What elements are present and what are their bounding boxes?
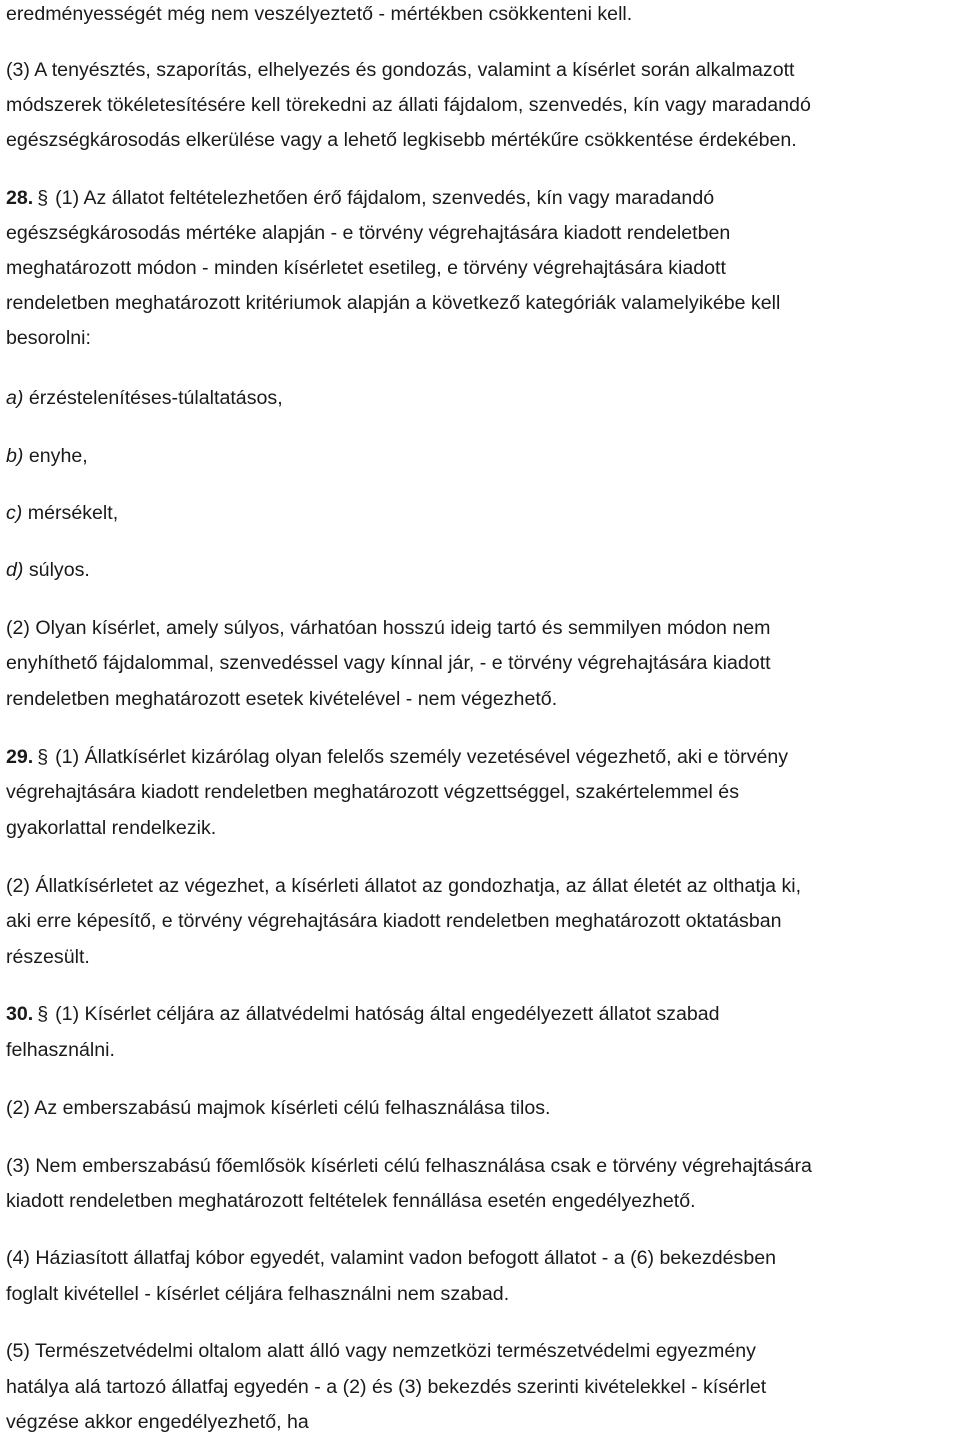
text-line: foglalt kivétellel - kísérlet céljára felhasználni nem szabad. — [6, 1283, 510, 1305]
paragraph-text: (1) Kísérlet céljára az állatvédelmi hatóság által engedélyezett állatot szabad — [55, 1003, 720, 1025]
text-line: gyakorlattal rendelkezik. — [6, 817, 217, 839]
section-sign: § — [37, 746, 49, 768]
text-line: (2) Állatkísérletet az végezhet, a kísérleti állatot az gondozhatja, az állat életét az olthatja ki, — [6, 875, 802, 897]
list-item-text: súlyos. — [23, 559, 90, 581]
text-line: (3) Nem emberszabású főemlősök kísérleti célú felhasználása csak e törvény végrehajtására — [6, 1155, 812, 1177]
text-line: (4) Háziasított állatfaj kóbor egyedét, valamint vadon befogott állatot - a (6) bekezdésben — [6, 1247, 777, 1269]
list-item-text: érzéstelenítéses-túlaltatásos, — [23, 387, 283, 409]
text-line: eredményességét még nem veszélyeztető - mértékben csökkenteni kell. — [6, 3, 633, 25]
text-line: módszerek tökéletesítésére kell törekedni az állati fájdalom, szenvedés, kín vagy maradandó — [6, 94, 811, 116]
text-line: aki erre képesítő, e törvény végrehajtására kiadott rendeletben meghatározott oktatásban — [6, 910, 782, 932]
list-item — [6, 500, 950, 526]
text-line: rendeletben meghatározott kritériumok alapján a következő kategóriák valamelyikébe kell — [6, 292, 781, 314]
list-item — [6, 443, 950, 469]
text-line: (3) A tenyésztés, szaporítás, elhelyezés és gondozás, valamint a kísérlet során alkalmazott — [6, 59, 795, 81]
list-item-text: mérsékelt, — [22, 502, 119, 524]
text-line: hatálya alá tartozó állatfaj egyedén - a (2) és (3) bekezdés szerinti kivételekkel - kísérlet — [6, 1376, 767, 1398]
section-sign: § — [37, 187, 49, 209]
section-28-first-line — [6, 185, 950, 211]
text-line: végrehajtására kiadott rendeletben meghatározott végzettséggel, szakértelemmel és — [6, 781, 740, 803]
list-item-letter: b) — [6, 445, 24, 467]
text-line: rendeletben meghatározott esetek kivételével - nem végezhető. — [6, 688, 558, 710]
section-29-first-line — [6, 744, 950, 770]
list-item-letter: d) — [6, 559, 24, 581]
text-line: végzése akkor engedélyezhető, ha — [6, 1411, 309, 1433]
section-number: 29. — [6, 746, 34, 768]
text-line: felhasználni. — [6, 1039, 115, 1061]
text-line: részesült. — [6, 946, 90, 968]
section-sign: § — [37, 1003, 49, 1025]
text-line: meghatározott módon - minden kísérletet esetileg, e törvény végrehajtására kiadott — [6, 257, 726, 279]
section-number: 30. — [6, 1003, 34, 1025]
list-item-letter: c) — [6, 502, 23, 524]
list-item-text: enyhe, — [23, 445, 88, 467]
paragraph-text: (1) Az állatot feltételezhetően érő fájdalom, szenvedés, kín vagy maradandó — [55, 187, 715, 209]
text-line: (2) Olyan kísérlet, amely súlyos, várhatóan hosszú ideig tartó és semmilyen módon nem — [6, 617, 771, 639]
list-item — [6, 385, 950, 411]
text-line: kiadott rendeletben meghatározott feltételek fennállása esetén engedélyezhető. — [6, 1190, 696, 1212]
text-line: egészségkárosodás mértéke alapján - e törvény végrehajtására kiadott rendeletben — [6, 222, 731, 244]
text-line: enyhíthető fájdalommal, szenvedéssel vagy kínnal jár, - e törvény végrehajtására kiadott — [6, 652, 771, 674]
text-line: (5) Természetvédelmi oltalom alatt álló vagy nemzetközi természetvédelmi egyezmény — [6, 1340, 756, 1362]
section-number: 28. — [6, 187, 34, 209]
list-item-letter: a) — [6, 387, 24, 409]
list-item — [6, 557, 950, 583]
text-line: (2) Az emberszabású majmok kísérleti célú felhasználása tilos. — [6, 1097, 551, 1119]
paragraph-text: (1) Állatkísérlet kizárólag olyan felelős személy vezetésével végezhető, aki e törvény — [55, 746, 789, 768]
text-line: egészségkárosodás elkerülése vagy a lehető legkisebb mértékűre csökkentése érdekében. — [6, 129, 797, 151]
section-30-first-line — [6, 1001, 950, 1027]
text-line: besorolni: — [6, 327, 91, 349]
